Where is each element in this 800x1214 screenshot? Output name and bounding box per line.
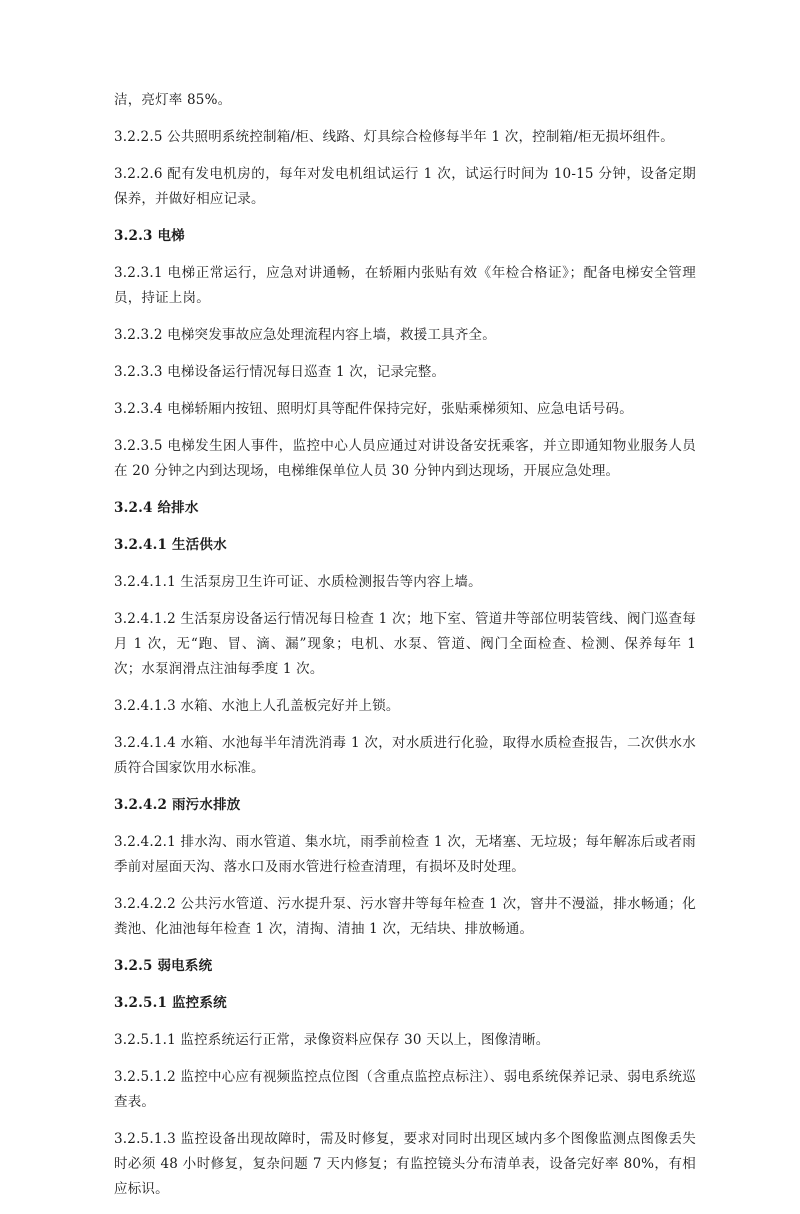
paragraph-3-2-2-5: 3.2.2.5 公共照明系统控制箱/柜、线路、灯具综合检修每半年 1 次，控制箱/柜无损坏组件。 (114, 129, 674, 145)
paragraph-3-2-5-1-2: 3.2.5.1.2 监控中心应有视频监控点位图（含重点监控点标注）、弱电系统保养记录、弱电系统巡查表。 (114, 1069, 696, 1110)
heading-3-2-5-1: 3.2.5.1 监控系统 (114, 995, 227, 1011)
paragraph-3-2-3-3: 3.2.3.3 电梯设备运行情况每日巡查 1 次，记录完整。 (114, 364, 446, 380)
paragraph-3-2-4-1-3: 3.2.4.1.3 水箱、水池上人孔盖板完好并上锁。 (114, 698, 400, 714)
paragraph-3-2-4-2-1: 3.2.4.2.1 排水沟、雨水管道、集水坑，雨季前检查 1 次，无堵塞、无垃圾；每年解冻后或者雨季前对屋面天沟、落水口及雨水管进行检查清理，有损坏及时处理。 (114, 834, 696, 875)
paragraph-3-2-3-2: 3.2.3.2 电梯突发事故应急处理流程内容上墙，救援工具齐全。 (114, 327, 496, 343)
heading-3-2-4-1: 3.2.4.1 生活供水 (114, 537, 227, 553)
paragraph-3-2-4-1-1: 3.2.4.1.1 生活泵房卫生许可证、水质检测报告等内容上墙。 (114, 574, 482, 590)
heading-3-2-4: 3.2.4 给排水 (114, 500, 199, 516)
paragraph-lighting-rate: 洁，亮灯率 85%。 (114, 92, 232, 108)
heading-3-2-4-2: 3.2.4.2 雨污水排放 (114, 797, 241, 813)
paragraph-3-2-3-4: 3.2.3.4 电梯轿厢内按钮、照明灯具等配件保持完好，张贴乘梯须知、应急电话号码。 (114, 401, 633, 417)
paragraph-3-2-4-1-4: 3.2.4.1.4 水箱、水池每半年清洗消毒 1 次，对水质进行化验，取得水质检查报告，二次供水水质符合国家饮用水标准。 (114, 735, 696, 776)
paragraph-3-2-5-1-1: 3.2.5.1.1 监控系统运行正常，录像资料应保存 30 天以上，图像清晰。 (114, 1032, 550, 1048)
paragraph-3-2-4-2-2: 3.2.4.2.2 公共污水管道、污水提升泵、污水窨井等每年检查 1 次，窨井不漫溢，排水畅通；化粪池、化油池每年检查 1 次，清掏、清抽 1 次，无结块、排放畅通。 (114, 896, 696, 937)
document-page (114, 88, 696, 1214)
heading-3-2-3: 3.2.3 电梯 (114, 228, 185, 244)
paragraph-3-2-5-1-3: 3.2.5.1.3 监控设备出现故障时，需及时修复，要求对同时出现区域内多个图像监测点图像丢失时必须 48 小时修复，复杂问题 7 天内修复；有监控镜头分布清单表，设备完好率 80%，有相应标识。 (114, 1131, 696, 1197)
heading-3-2-5: 3.2.5 弱电系统 (114, 958, 213, 974)
paragraph-3-2-3-1: 3.2.3.1 电梯正常运行，应急对讲通畅，在轿厢内张贴有效《年检合格证》；配备电梯安全管理员，持证上岗。 (114, 265, 696, 306)
paragraph-3-2-3-5: 3.2.3.5 电梯发生困人事件，监控中心人员应通过对讲设备安抚乘客，并立即通知物业服务人员在 20 分钟之内到达现场，电梯维保单位人员 30 分钟内到达现场，开展应急处理。 (114, 438, 696, 479)
paragraph-3-2-2-6: 3.2.2.6 配有发电机房的，每年对发电机组试运行 1 次，试运行时间为 10-15 分钟，设备定期保养，并做好相应记录。 (114, 166, 696, 207)
paragraph-3-2-4-1-2: 3.2.4.1.2 生活泵房设备运行情况每日检查 1 次；地下室、管道井等部位明装管线、阀门巡查每月 1 次，无“跑、冒、滴、漏”现象；电机、水泵、管道、阀门全面检查、检测、保养每年 1 次；水泵润滑点注油每季度 1 次。 (114, 611, 696, 677)
